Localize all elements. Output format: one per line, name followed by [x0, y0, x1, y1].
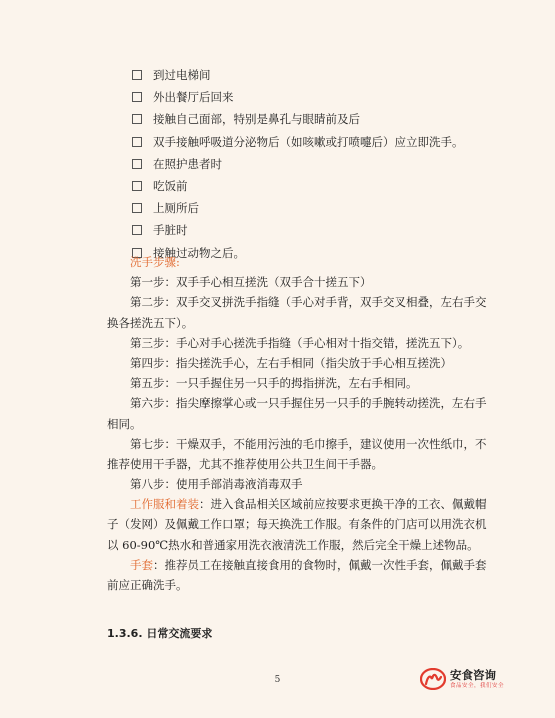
logo-mark-icon	[420, 668, 446, 690]
list-item	[132, 219, 492, 241]
uniform-paragraph-line-2: 子（发网）及佩戴工作口罩；每天换洗工作服。有条件的门店可以用洗衣机	[107, 517, 487, 532]
gloves-paragraph-line-1	[107, 555, 487, 575]
checkbox-icon	[132, 159, 142, 169]
body-text	[107, 252, 487, 595]
page-number: 5	[274, 675, 281, 685]
checkbox-icon	[132, 181, 142, 191]
checkbox-icon	[132, 225, 142, 235]
gloves-paragraph-line-2: 前应正确洗手。	[107, 578, 188, 592]
uniform-text: ：进入食品相关区域前应按要求更换干净的工衣、佩戴帽	[199, 497, 487, 512]
step-1: 第一步：双手手心相互搓洗（双手合十搓五下）	[130, 275, 372, 290]
step-6-line-2: 相同。	[107, 416, 142, 431]
list-item-text: 在照护患者时	[153, 156, 222, 171]
list-item-text: 接触自己面部，特别是鼻孔与眼睛前及后	[153, 112, 360, 127]
list-item	[132, 153, 492, 175]
list-item	[132, 64, 492, 86]
step-3: 第三步：手心对手心搓洗手指缝（手心相对十指交错，搓洗五下）。	[130, 335, 470, 350]
checkbox-icon	[132, 92, 142, 102]
checkbox-icon	[132, 70, 142, 80]
checkbox-icon	[132, 203, 142, 213]
logo-tagline: 食品安全，我们安全	[450, 682, 505, 689]
list-item-text: 接触过动物之后。	[153, 245, 245, 260]
step-2-line-1: 第二步：双手交叉拼洗手指缝（手心对手背，双手交叉相叠，左右手交	[130, 295, 487, 310]
list-item	[132, 175, 492, 197]
step-6-line-1: 第六步：指尖摩擦掌心或一只手握住另一只手的手腕转动搓洗，左右手	[130, 396, 487, 411]
list-item	[132, 131, 492, 153]
handwash-occasions-list	[132, 64, 492, 264]
list-item	[132, 197, 492, 219]
uniform-label: 工作服和着装	[130, 497, 199, 512]
list-item	[132, 86, 492, 108]
list-item-text: 上厕所后	[153, 201, 199, 216]
list-item	[132, 108, 492, 130]
wash-steps-title: 洗手步骤:	[130, 255, 180, 269]
uniform-paragraph-line-3: 以 60-90℃热水和普通家用洗衣液清洗工作服，然后完全干燥上述物品。	[107, 537, 479, 552]
uniform-paragraph-line-1	[107, 494, 487, 514]
step-2-line-2: 换各搓洗五下）。	[107, 315, 194, 330]
logo-name: 安食咨询	[450, 667, 496, 682]
step-4: 第四步：指尖搓洗手心，左右手相同（指尖放于手心相互搓洗）	[130, 355, 452, 370]
checkbox-icon	[132, 114, 142, 124]
section-heading: 1.3.6. 日常交流要求	[107, 627, 213, 640]
checkbox-icon	[132, 137, 142, 147]
list-item-text: 手脏时	[153, 223, 188, 238]
step-7-line-1: 第七步：干燥双手，不能用污浊的毛巾擦手，建议使用一次性纸巾，不	[130, 436, 487, 451]
list-item-text: 吃饭前	[153, 179, 188, 194]
list-item-text: 双手接触呼吸道分泌物后（如咳嗽或打喷嚏后）应立即洗手。	[153, 134, 464, 149]
gloves-label: 手套	[130, 557, 153, 572]
list-item-text: 外出餐厅后回来	[153, 90, 234, 105]
gloves-text: ：推荐员工在接触直接食用的食物时，佩戴一次性手套，佩戴手套	[153, 557, 487, 572]
list-item-text: 到过电梯间	[153, 68, 211, 83]
step-7-line-2: 推荐使用干手器，尤其不推荐使用公共卫生间干手器。	[107, 456, 383, 471]
step-5: 第五步：一只手握住另一只手的拇指拼洗，左右手相同。	[130, 376, 418, 391]
company-logo	[420, 668, 504, 690]
step-8: 第八步：使用手部消毒液消毒双手	[130, 477, 303, 492]
